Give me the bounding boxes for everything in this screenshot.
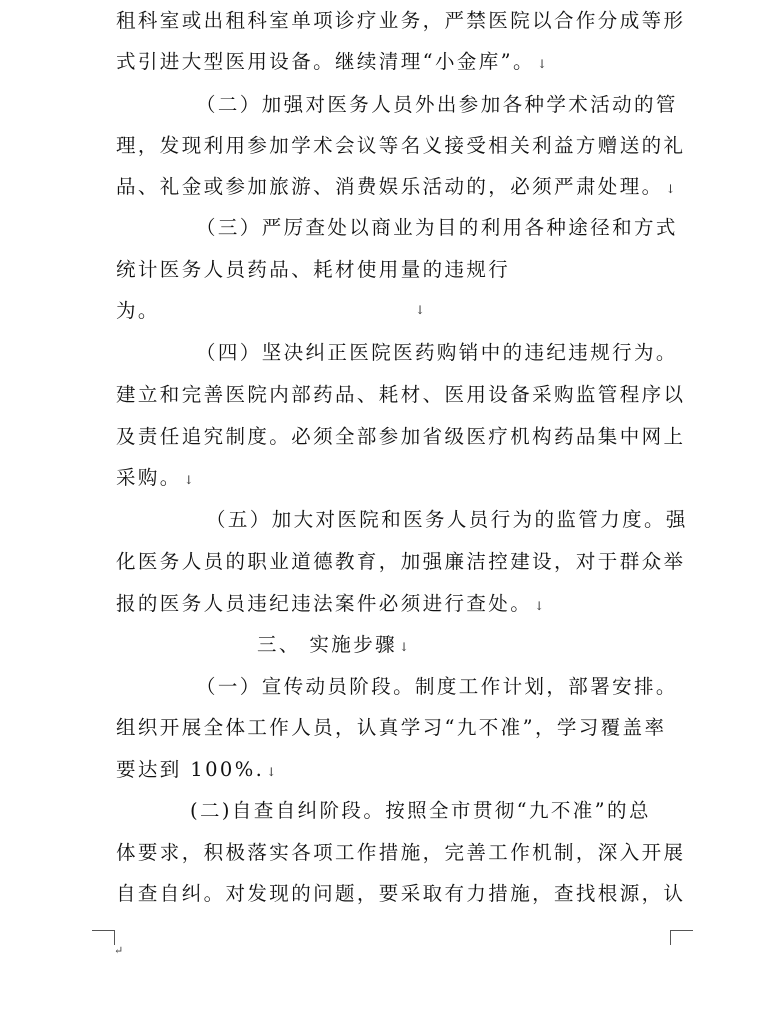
paragraph-mark-icon: ↓ bbox=[534, 599, 545, 613]
paragraph-end-icon: ↵ bbox=[114, 944, 124, 957]
text-line: 化医务人员的职业道德教育，加强廉洁控建设，对于群众举 bbox=[116, 550, 686, 573]
paragraph-mark-icon: ↓ bbox=[266, 765, 277, 779]
crop-mark-left-icon bbox=[92, 930, 115, 945]
crop-mark-right-icon bbox=[670, 930, 693, 945]
paragraph-mark-icon: ↓ bbox=[665, 182, 676, 196]
text-line: 为。 bbox=[116, 299, 160, 322]
text-line: 品、礼金或参加旅游、消费娱乐活动的，必须严肃处理。 ↓ bbox=[116, 175, 676, 198]
section-heading: 三、 实施步骤 ↓ bbox=[257, 633, 410, 656]
text-line: 式引进大型医用设备。继续清理“小金库”。 ↓ bbox=[116, 50, 548, 73]
paragraph-mark-icon: ↓ bbox=[415, 303, 426, 317]
paragraph-mark-icon: ↓ bbox=[399, 640, 410, 654]
text-line: 自查自纠。对发现的问题，要采取有力措施，查找根源，认 bbox=[116, 882, 686, 905]
text-line: （五）加大对医院和医务人员行为的监管力度。强 bbox=[206, 508, 688, 531]
text-line: 建立和完善医院内部药品、耗材、医用设备采购监管程序以 bbox=[116, 383, 686, 406]
text-line: 要达到 100%. ↓ bbox=[116, 758, 277, 781]
text-line: （四）坚决纠正医院医药购销中的违纪违规行为。 bbox=[196, 341, 678, 364]
text-line: 采购。 ↓ bbox=[116, 466, 194, 489]
text-line: 报的医务人员违纪违法案件必须进行查处。 ↓ bbox=[116, 592, 545, 615]
text-line: （三）严厉查处以商业为目的利用各种途径和方式 bbox=[196, 216, 678, 239]
text-line: 租科室或出租科室单项诊疗业务，严禁医院以合作分成等形 bbox=[116, 9, 686, 32]
paragraph-mark-icon: ↓ bbox=[183, 473, 194, 487]
text-line: 理，发现利用参加学术会议等名义接受相关利益方赠送的礼 bbox=[116, 134, 686, 157]
text-line: （二）加强对医务人员外出参加各种学术活动的管 bbox=[196, 93, 678, 116]
text-line: 组织开展全体工作人员，认真学习“九不准”，学习覆盖率 bbox=[116, 716, 667, 739]
text-line: 统计医务人员药品、耗材使用量的违规行 bbox=[116, 258, 511, 281]
text-line: （一）宣传动员阶段。制度工作计划，部署安排。 bbox=[196, 675, 678, 698]
text-line: (二)自查自纠阶段。按照全市贯彻“九不准”的总 bbox=[190, 799, 651, 822]
text-line: 及责任追究制度。必须全部参加省级医疗机构药品集中网上 bbox=[116, 425, 686, 448]
text-line: 体要求，积极落实各项工作措施，完善工作机制，深入开展 bbox=[116, 841, 686, 864]
paragraph-mark-icon: ↓ bbox=[536, 57, 548, 71]
